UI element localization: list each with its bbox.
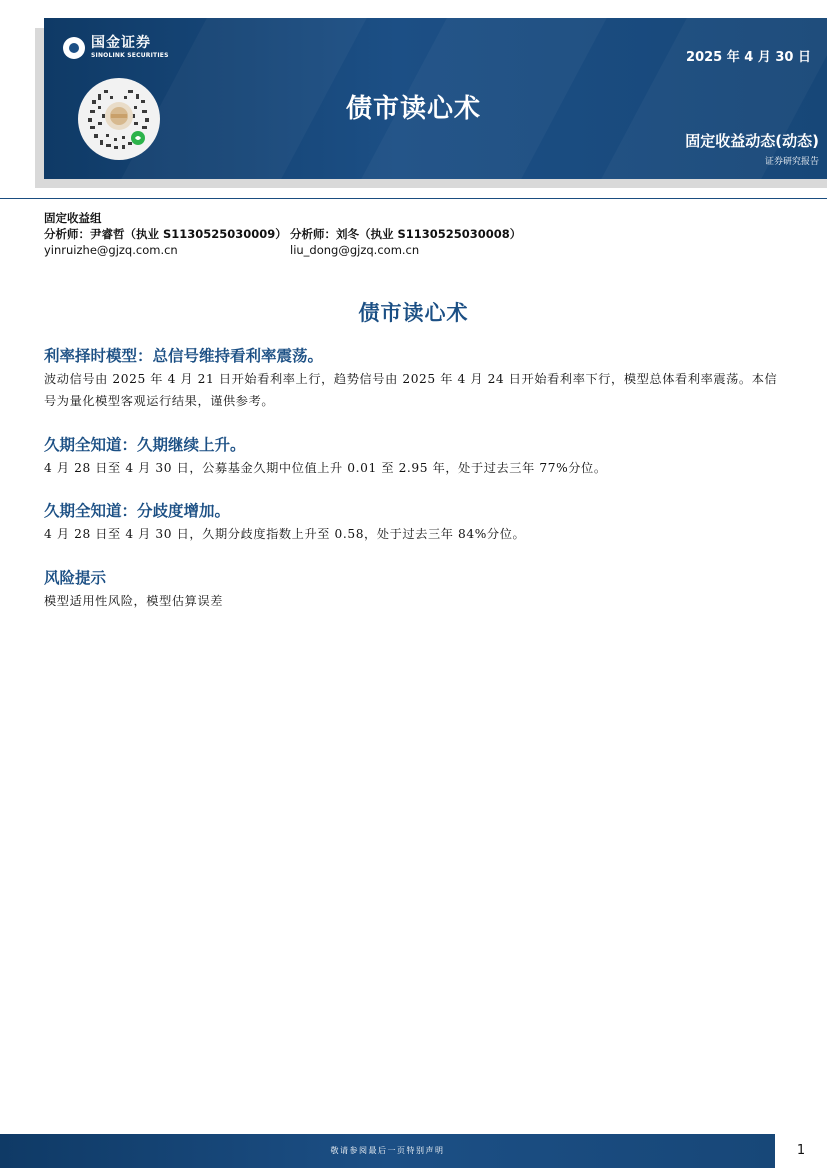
analyst-1-label: 分析师：尹睿哲（执业 S1130525030009）: [44, 227, 287, 241]
document-title: 债市读心术: [358, 301, 469, 325]
logo-icon: [63, 37, 85, 59]
section-risk-warning: [44, 568, 784, 612]
report-type: 固定收益动态(动态): [685, 132, 819, 150]
banner-title: 债市读心术: [345, 94, 481, 124]
analyst-1-email: yinruizhe@gjzq.com.cn: [44, 243, 178, 257]
section-heading: 风险提示: [44, 569, 107, 587]
section-duration-rise: [44, 435, 784, 479]
analyst-block: [44, 210, 521, 258]
section-heading: 久期全知道：分歧度增加。: [44, 502, 231, 520]
section-heading: 利率择时模型：总信号维持看利率震荡。: [44, 347, 324, 365]
report-subtype: 证券研究报告: [764, 157, 819, 167]
analyst-2-label: 分析师：刘冬（执业 S1130525030008）: [290, 227, 522, 241]
company-logo: [63, 36, 169, 59]
header-divider: [0, 198, 827, 199]
logo-text-cn: 国金证券: [91, 35, 151, 51]
section-duration-divergence: [44, 501, 784, 545]
section-body: 模型适用性风险，模型估算误差: [44, 594, 224, 608]
section-body: 4 月 28 日至 4 月 30 日，公募基金久期中位值上升 0.01 至 2.95 年，处于过去三年 77%分位。: [44, 461, 607, 475]
section-rate-timing: [44, 346, 784, 412]
footer-disclaimer-note: 敬请参阅最后一页特别声明: [330, 1146, 445, 1155]
page-number: 1: [796, 1143, 806, 1158]
logo-text-en: SINOLINK SECURITIES: [91, 52, 169, 59]
section-heading: 久期全知道：久期继续上升。: [44, 436, 246, 454]
section-body: 波动信号由 2025 年 4 月 21 日开始看利率上行，趋势信号由 2025 年 4 月 24 日开始看利率下行，模型总体看利率震荡。本信号为量化模型客观运行结果，谨供参考。: [44, 372, 778, 408]
analyst-2-email: liu_dong@gjzq.com.cn: [290, 243, 420, 257]
section-body: 4 月 28 日至 4 月 30 日，久期分歧度指数上升至 0.58，处于过去三年 84%分位。: [44, 527, 526, 541]
report-date: 2025 年 4 月 30 日: [686, 50, 811, 65]
research-group: 固定收益组: [44, 211, 102, 225]
